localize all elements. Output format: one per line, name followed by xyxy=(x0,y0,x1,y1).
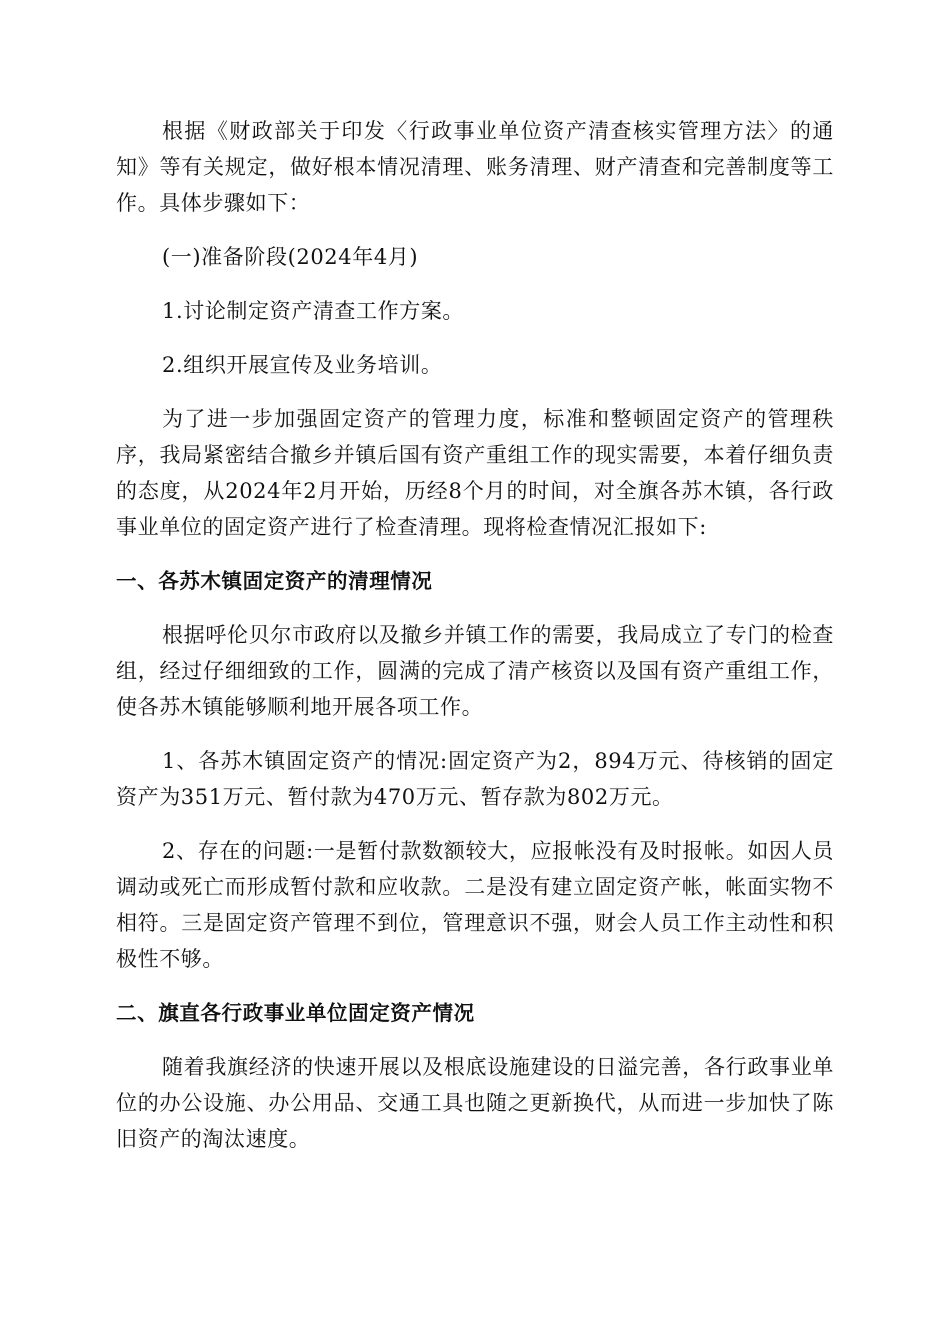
section-1-item-2: 2、存在的问题:一是暂付款数额较大，应报帐没有及时报帐。如因人员调动或死亡而形成暂付款和应收款。二是没有建立固定资产帐，帐面实物不相符。三是固定资产管理不到位，管理意识不强，财会人员工作主动性和积极性不够。 xyxy=(116,839,834,971)
intro-paragraph: 根据《财政部关于印发〈行政事业单位资产清查核实管理方法〉的通知》等有关规定，做好根本情况清理、账务清理、财产清查和完善制度等工作。具体步骤如下： xyxy=(116,119,834,215)
document-body xyxy=(116,113,834,1157)
section-2-paragraph: 随着我旗经济的快速开展以及根底设施建设的日溢完善，各行政事业单位的办公设施、办公用品、交通工具也随之更新换代，从而进一步加快了陈旧资产的淘汰速度。 xyxy=(116,1055,834,1151)
step-item-2: 2.组织开展宣传及业务培训。 xyxy=(162,353,443,377)
section-1-item-1: 1、各苏木镇固定资产的情况:固定资产为2，894万元、待核销的固定资产为351万元、暂付款为470万元、暂存款为802万元。 xyxy=(116,749,834,809)
section-1-paragraph: 根据呼伦贝尔市政府以及撤乡并镇工作的需要，我局成立了专门的检查组，经过仔细细致的工作，圆满的完成了清产核资以及国有资产重组工作，使各苏木镇能够顺利地开展各项工作。 xyxy=(116,623,834,719)
stage-heading: (一)准备阶段(2024年4月) xyxy=(162,245,419,269)
overview-paragraph: 为了进一步加强固定资产的管理力度，标准和整顿固定资产的管理秩序，我局紧密结合撤乡并镇后国有资产重组工作的现实需要，本着仔细负责的态度，从2024年2月开始，历经8个月的时间，对全旗各苏木镇，各行政事业单位的固定资产进行了检查清理。现将检查情况汇报如下: xyxy=(116,407,834,539)
section-heading-2: 二、旗直各行政事业单位固定资产情况 xyxy=(116,1001,475,1025)
section-heading-1: 一、各苏木镇固定资产的清理情况 xyxy=(116,569,433,593)
step-item-1: 1.讨论制定资产清查工作方案。 xyxy=(162,299,465,323)
